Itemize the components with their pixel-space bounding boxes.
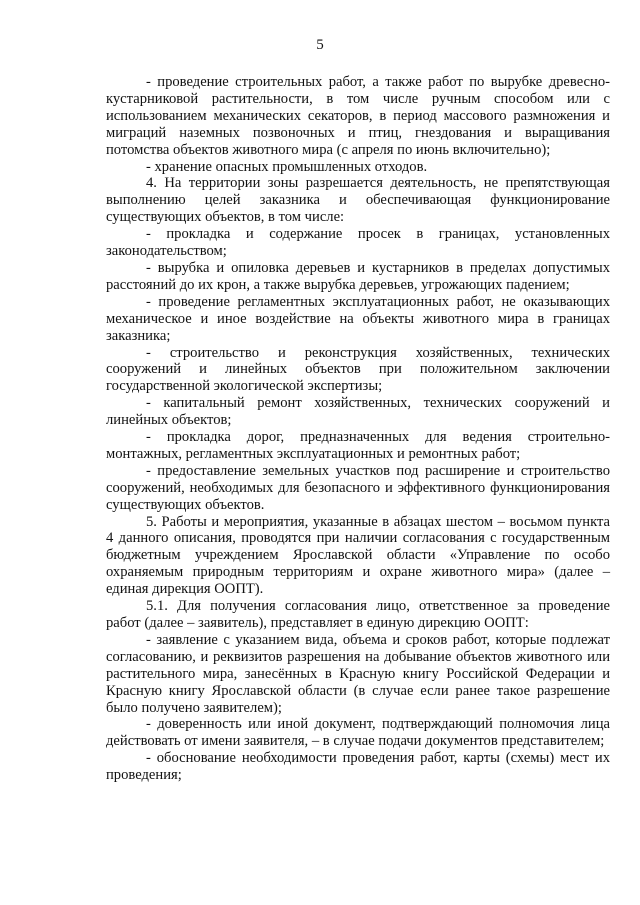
paragraph: - предоставление земельных участков под расширение и строительство сооружений, необходимых для безопасного и эффективного функционирования существующих объектов. xyxy=(106,462,610,513)
paragraph: 4. На территории зоны разрешается деятельность, не препятствующая выполнению целей заказника и обеспечивающая функционирование существующих объектов, в том числе: xyxy=(106,175,610,226)
page-number: 5 xyxy=(316,37,324,53)
paragraph: - проведение строительных работ, а также работ по вырубке древесно-кустарниковой растительности, в том числе ручным способом или с использованием механических секаторов, в период массового размножения и миграций наземных позвоночных и птиц, гнездования и выращивания потомства объектов животного мира (с апреля по июнь включительно); xyxy=(106,74,610,158)
paragraph: - хранение опасных промышленных отходов. xyxy=(146,158,428,175)
paragraph: - прокладка дорог, предназначенных для ведения строительно-монтажных, регламентных эксплуатационных и ремонтных работ; xyxy=(106,429,610,462)
paragraph: - вырубка и опиловка деревьев и кустарников в пределах допустимых расстояний до их крон, а также вырубка деревьев, угрожающих падением; xyxy=(106,259,610,293)
paragraph: - проведение регламентных эксплуатационных работ, не оказывающих механическое и иное воздействие на объекты животного мира в границах заказника; xyxy=(106,293,610,344)
paragraph: 5.1. Для получения согласования лицо, ответственное за проведение работ (далее – заявитель), представляет в единую дирекцию ООПТ: xyxy=(106,598,610,631)
paragraph: - капитальный ремонт хозяйственных, технических сооружений и линейных объектов; xyxy=(106,395,610,429)
paragraph: - прокладка и содержание просек в границах, установленных законодательством; xyxy=(106,226,610,260)
paragraph: - строительство и реконструкция хозяйственных, технических сооружений и линейных объектов при положительном заключении государственной экологической экспертизы; xyxy=(106,344,610,395)
paragraph: - обоснование необходимости проведения работ, карты (схемы) мест их проведения; xyxy=(106,750,610,784)
paragraph: - доверенность или иной документ, подтверждающий полномочия лица действовать от имени заявителя, – в случае подачи документов представителем; xyxy=(106,716,610,750)
document-body xyxy=(106,74,610,784)
paragraph: - заявление с указанием вида, объема и сроков работ, которые подлежат согласованию, и реквизитов разрешения на добывание объектов животного или растительного мира, занесённых в Красную книгу Российской Федерации и Красную книгу Ярославской области (в случае если ранее такое разрешение было получено заявителем); xyxy=(106,631,610,716)
paragraph: 5. Работы и мероприятия, указанные в абзацах шестом – восьмом пункта 4 данного описания, проводятся при наличии согласования с государственным бюджетным учреждением Ярославской области «Управление по особо охраняемым природным территориям и охране животного мира» (далее – единая дирекция ООПТ). xyxy=(106,513,610,598)
